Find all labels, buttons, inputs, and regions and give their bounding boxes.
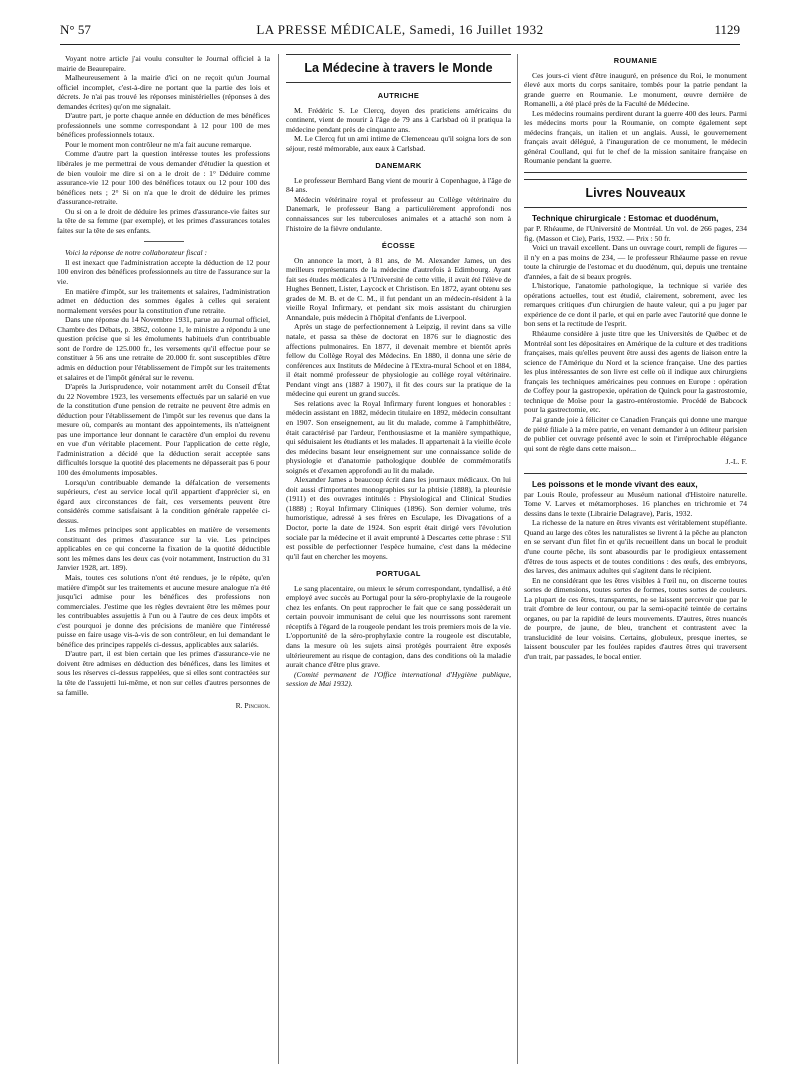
- column-right: [524, 54, 747, 662]
- section-title: Livres Nouveaux: [585, 186, 686, 201]
- issue-number: N° 57: [60, 22, 91, 37]
- paragraph: Les médecins roumains perdirent durant la guerre 400 des leurs. Parmi les médecins morts pour la Roumanie, on compte également sept médecins français, un italien et un anglais. Aussi, le gouvernement français avait délégué, à l'inauguration de ce monument, le médecin général Coulland, qui fut le chef de la mission sanitaire française en Roumanie pendant la guerre.: [524, 108, 747, 166]
- column-left: [57, 54, 270, 711]
- paragraph: M. Le Clercq fut un ami intime de Clemenceau qu'il soigna lors de son séjour, resté mémorable, aux eaux à Carlsbad.: [286, 134, 511, 153]
- book-title: Technique chirurgicale : Estomac et duodénum,: [532, 214, 719, 224]
- book-meta: par P. Rhéaume, de l'Université de Montréal. Un vol. de 266 pages, 234 fig. (Masson et Cie), Paris, 1932. — Prix : 50 fr.: [524, 224, 747, 243]
- section-header: [286, 54, 511, 83]
- paragraph: Dans une réponse du 14 Novembre 1931, parue au Journal officiel, Chambre des Débats, p. 3862, colonne 1, le ministre a répondu à une question précise que si les émoluments habituels d'un contribuable sont de l'ordre de 125.000 fr., les versements qu'il effectue pour se constituer à 56 ans une retraite de 20.000 fr. sont susceptibles d'être admis en déduction pour l'établissement de l'impôt sur les traitements et salaires et de l'impôt général sur le revenu.: [57, 315, 270, 382]
- paragraph: Après un stage de perfectionnement à Leipzig, il revint dans sa ville natale, et passa sa thèse de doctorat en 1876 sur le diagnostic des affections pulmonaires. En 1877, il devenait membre et bientôt après fellow du Collège Royal des Médecins. En 1880, il donna une série de conférences aux Instituts de Médecine à l'Extra-mural School et en 1884, il était nommé professeur de physiologie au collège royal vétérinaire. Pendant vingt ans (1887 à 1907), il fit des cours sur la pratique de la médecine qui eurent un grand succès.: [286, 322, 511, 399]
- country-heading: PORTUGAL: [376, 569, 421, 579]
- paragraph: J'ai grande joie à féliciter ce Canadien Français qui donne une marque de piété filiale à la mère patrie, en venant demander à un éditeur parisien de publier cet ouvrage présenté avec le soin et l'irréprochable élégance qui sont de règle dans cette maison...: [524, 414, 747, 453]
- country-heading: DANEMARK: [375, 161, 422, 171]
- separator: [524, 473, 747, 474]
- signature: J.-L. F.: [725, 457, 747, 467]
- paragraph: Voici un travail excellent. Dans un ouvrage court, rempli de figures — il n'y en a pas moins de 234, — le professeur Rhéaume passe en revue toute la chirurgie de l'estomac et du duodénum, qui, depuis une trentaine d'années, a fait de si beaux progrès.: [524, 243, 747, 281]
- country-heading: AUTRICHE: [377, 91, 420, 100]
- book-title: Les poissons et le monde vivant des eaux,: [532, 479, 698, 489]
- paragraph: Comme d'autre part la question intéresse toutes les professions libérales je me permettrai de vous demander d'étudier la question et de bien vouloir me dire si on a le droit de : 1° Déduire comme assurance-vie 12 pour 100 des bénéfices totaux ou 12 pour 100 des bénéfices nets ; 2° Si on n'a que le droit de déduire les primes d'assurance-retraite.: [57, 149, 270, 207]
- header-rule: [60, 44, 740, 45]
- paragraph: Malheureusement à la mairie d'ici on ne reçoit qu'un Journal officiel incomplet, c'est-à-dire ne portant que la partie des lois et décrets. Je n'ai pas trouvé les réponses ministérielles (réponses à des demandes écrites) qu'on me signalait.: [57, 73, 270, 111]
- paragraph: D'autre part, je porte chaque année en déduction de mes bénéfices professionnels une somme correspondant à 12 pour 100 de mes bénéfices professionnels totaux.: [57, 111, 270, 140]
- paragraph: La richesse de la nature en êtres vivants est véritablement stupéfiante. Quand au large des côtes les naturalistes se livrent à la pêche au plancton en se servant d'un filet fin et qu'ils recueillent dans un bocal le produit d'une courte pêche, ils sont abasourdis par le prodigieux entassement d'êtres de tous aspects et de toutes conditions : des œufs, des embryons, des larves, des animaux adultes qui s'agitent dans le récipient.: [524, 518, 747, 576]
- paragraph-intro: Voici la réponse de notre collaborateur fiscal :: [65, 248, 208, 258]
- column-divider: [278, 54, 279, 1064]
- source-note: (Comité permanent de l'Office international d'Hygiène publique, session de Mai 1932).: [286, 669, 511, 689]
- paragraph: Pour le moment mon contrôleur ne m'a fait aucune remarque.: [65, 139, 252, 149]
- paragraph: En ne considérant que les êtres visibles à l'œil nu, on discerne toutes sortes de dimensions, toutes sortes de formes, toutes sortes de couleurs. La plupart de ces êtres, transparents, ne se laissent percevoir que par le trait d'ombre de leur contour, ou par la semi-opacité teintée de certains organes, ou par la rapidité de leurs mouvements. D'autres, êtres nuancés de pourpre, de jaune, de bleu, tranchent et contrastent avec la translucidité de leur voisins. Certains, globuleux, presque inertes, se laissent bousculer par les foulées rapides d'autres êtres qui traversent d'un trait, par passades, le bocal entier.: [524, 575, 747, 661]
- paragraph: Alexander James a beaucoup écrit dans les journaux médicaux. On lui doit aussi d'importantes monographies sur la phtisie (1888), la pleurésie (1911) et des ouvrages intitulés : Physiological and Clinical Studies (1888) ; Royal Infirmary Cliniques (1896). Son dernier volume, très humoristique, adressé à ses frères en Esculape, les Divagations of a Doctor, porte la date de 1924. Son esprit était dirigé vers l'évolution sociale par la médecine et il avait emprunté à Descartes cette phrase : S'il est possible de perfectionner l'espèce humaine, c'est dans la médecine qu'il faut en chercher les moyens.: [286, 475, 511, 561]
- separator: [524, 172, 747, 173]
- country-heading: ROUMANIE: [613, 56, 658, 65]
- paragraph: Ou si on a le droit de déduire les primes d'assurance-vie faites sur la tête de sa femme (par exemple), et les primes d'assurances totales faites sur la tête de ses enfants.: [57, 206, 270, 235]
- paragraph: Il est inexact que l'administration accepte la déduction de 12 pour 100 environ des bénéfices professionnels au titre de l'assurance sur la vie.: [57, 257, 270, 287]
- section-title: La Médecine à travers le Monde: [304, 61, 493, 75]
- paragraph: Rhéaume considère à juste titre que les Universités de Québec et de Montréal sont les dépositaires en Amérique de la culture et des traditions françaises, mais qu'elles peuvent être aussi des agents de liaison entre la science de l'Amérique du Nord et la science française. Une des parties les plus intéressantes de son livre est celle où il indique aux chirurgiens français les techniques américaines peu connues en Europe : opération de Coffey pour la gastropexie, opération de Quinck pour la gastrostomie, technique de Moïse pour la gastro-entérostomie. Procédé de Babcock pour la gastrectomie, etc.: [524, 329, 747, 415]
- paragraph: On annonce la mort, à 81 ans, de M. Alexander James, un des meilleurs représentants de la médecine d'autrefois à Edimbourg. Ayant fait ses études médicales à l'Université de cette ville, il avait été l'élève de Hughes Bennett, Lister, Laycock et Christison. En 1872, ayant obtenu ses grades de M. B. et de C. M., il fut pendant un an médecin-résident à la vieille Royal Infirmary, et pendant six mois assistant du chirurgien Annandale, puis médecin à l'hôpital d'enfants de Liverpool.: [286, 255, 511, 322]
- paragraph: Ses relations avec la Royal Infirmary furent longues et honorables : médecin assistant en 1882, médecin titulaire en 1892, médecin consultant en 1907. Son enseignement, au lit du malade, comme à l'amphithéâtre, était caractérisé par l'ardeur, l'enthousiasme et la manière sympathique, qui séduisaient les étudiants et les malades. Il appartenait à la vieille école des médecins basant leur enseignement sur une connaissance solide de physiologie et d'anatomie pathologique doublée de commémoratifs soignés et d'examen approfondi au lit du malade.: [286, 398, 511, 475]
- journal-title: LA PRESSE MÉDICALE, Samedi, 16 Juillet 1932: [256, 22, 544, 37]
- section-header: [524, 179, 747, 208]
- paragraph: D'après la Jurisprudence, voir notamment arrêt du Conseil d'État du 22 Novembre 1923, les versements effectués par un salarié en vue de la constitution d'une pension de retraite ne peuvent être admis en déduction pour l'établissement de l'impôt sur les revenus que dans la mesure où, comparés au montant des appointements, ils n'atteignent pas une importance leur donnant le caractère d'un emploi du revenu en vue d'un véritable placement. Pour l'application de cette règle, l'administration a décidé que la déduction serait acceptée sans difficultés lorsque la quotité des placements ne dépasserait pas 6 pour 100 des émoluments imposables.: [57, 382, 270, 477]
- paragraph: Médecin vétérinaire royal et professeur au Collège vétérinaire du Danemark, le professeur Bang a particulièrement approfondi nos connaissances sur les tuberculoses animales et a attaché son nom à l'histoire de la fièvre ondulante.: [286, 194, 511, 233]
- column-middle: [286, 54, 511, 689]
- page-header: [60, 22, 740, 42]
- separator: [144, 241, 184, 242]
- paragraph: D'autre part, il est bien certain que les primes d'assurance-vie ne doivent être admises en déduction des bénéfices, dans les limites et sous les réserves ci-dessus rappelées, que si elles sont contractées sur la tête de l'assujetti lui-même, et non sur celles d'autres personnes de sa famille.: [57, 649, 270, 697]
- paragraph: Lorsqu'un contribuable demande la défalcation de versements supérieurs, c'est au service local qu'il appartient d'apprécier si, en égard aux circonstances de fait, ces versements peuvent être considérés comme satisfaisant à la condition générale rappelée ci-dessus.: [57, 477, 270, 525]
- signature: R. Pinchon.: [235, 701, 270, 711]
- paragraph: Le sang placentaire, ou mieux le sérum correspondant, tyndallisé, a été employé avec succès au Portugal pour la séro-prophylaxie de la rougeole chez les enfants. On peut rapprocher le fait que ce sang possèderait un certain pouvoir immunisant de celui que les nourrissons sont rarement réceptifs à l'égard de la rougeole pendant les trois premiers mois de la vie. L'opportunité de la séro-prophylaxie contre la rougeole est discutable, dans la mesure où les sujets ainsi protégés pourraient être exposés ultérieurement au risque de contagion, dans des conditions où la maladie aurait chance d'être plus grave.: [286, 583, 511, 670]
- paragraph: En matière d'impôt, sur les traitements et salaires, l'administration admet en déduction des sommes égales à celles qui seraient normalement versées pour la constitution d'une retraite.: [57, 286, 270, 315]
- column-divider: [517, 54, 518, 1064]
- book-meta: par Louis Roule, professeur au Muséum national d'Histoire naturelle. Tome V. Larves et métamorphoses. 16 planches en trichromie et 74 dessins dans le texte (Librairie Delagrave), Paris, 1932.: [524, 489, 747, 518]
- paragraph: L'historique, l'anatomie pathologique, la technique si variée des opérations actuelles, tout est étudié, clairement, sobrement, avec les remarques critiques d'un chirurgien de haute valeur, qui a pu juger par expérience de ce dont il parle, et qui en parle avec l'autorité que donne le bon sens et la rectitude de l'esprit.: [524, 281, 747, 329]
- paragraph: Mais, toutes ces solutions n'ont été rendues, je le répète, qu'en matière d'impôt sur les traitements et aucune mesure analogue n'a été jusqu'ici admise pour les bénéfices des professions non commerciales. J'estime que les règles devraient être les mêmes pour les contribuables assujettis à l'un ou à l'autre de ces deux impôts et c'est pourquoi je donne des précisions de manière que l'intéressé puisse en faire usage vis-à-vis de son contrôleur, en lui demandant le bénéfice des principes rappelés ci-dessus, applicables aux salariés.: [57, 572, 270, 649]
- paragraph: Voyant notre article j'ai voulu consulter le Journal officiel à la mairie de Beaurepaire.: [57, 54, 270, 73]
- paragraph: Ces jours-ci vient d'être inauguré, en présence du Roi, le monument élevé aux morts du corps sanitaire, tombés pour la patrie pendant la grande guerre en Roumanie. Le monument, œuvre dernière de Romanelli, a été placé près de la Faculté de Médecine.: [524, 70, 747, 109]
- paragraph: M. Frédéric S. Le Clercq, doyen des praticiens américains du continent, vient de mourir à l'âge de 79 ans à Carlsbad où il pratiqua la médecine pendant près de cinquante ans.: [286, 105, 511, 134]
- page-number: 1129: [714, 22, 740, 37]
- paragraph: Le professeur Bernhard Bang vient de mourir à Copenhague, à l'âge de 84 ans.: [286, 175, 511, 195]
- paragraph: Les mêmes principes sont applicables en matière de versements constituant des primes d'assurance sur la vie. Les principes applicables en ce qui concerne la fixation de la quotité déductible sont les mêmes dans les deux cas (voir notamment, Instruction du 31 Janvier 1928, art. 189).: [57, 525, 270, 573]
- country-heading: ÉCOSSE: [381, 241, 416, 251]
